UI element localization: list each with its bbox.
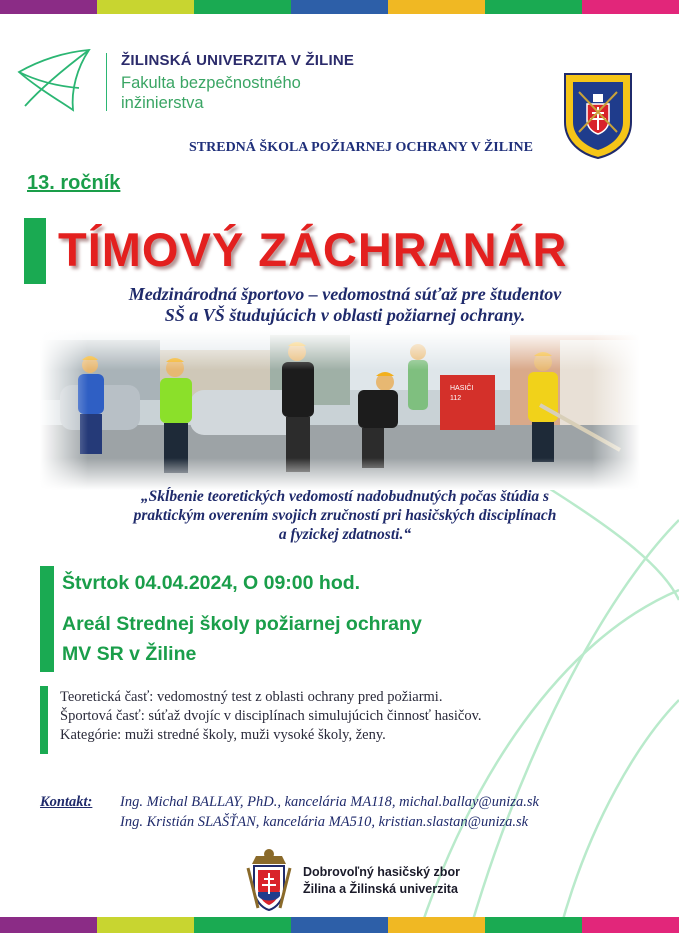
info-sport: Športová časť: súťaž dvojíc v disciplínach simulujúcich činnosť hasičov. <box>60 708 482 724</box>
quote-line-1: „Skĺbenie teoretických vedomostí nadobudnutých počas štúdia s <box>140 488 550 505</box>
org-line-2: Žilina a Žilinská univerzita <box>303 882 458 896</box>
event-venue-line-1: Areál Strednej školy požiarnej ochrany <box>62 613 422 635</box>
info-theory: Teoretická časť: vedomostný test z oblasti ochrany pred požiarmi. <box>60 689 443 705</box>
volunteer-fire-brigade-emblem <box>246 848 292 914</box>
fire-rescue-crest <box>559 70 637 160</box>
event-date: Štvrtok 04.04.2024, O 09:00 hod. <box>62 572 361 594</box>
edition-label: 13. ročník <box>27 172 121 194</box>
accent-bar-title <box>24 218 46 284</box>
event-info <box>60 688 482 745</box>
org-line-1: Dobrovoľný hasičský zbor <box>303 865 460 879</box>
contact-slastan[interactable]: Ing. Kristián SLAŠŤAN, kancelária MA510, kristian.slastan@uniza.sk <box>120 814 529 830</box>
event-title: TÍMOVÝ ZÁCHRANÁR <box>58 223 568 276</box>
bottom-color-stripe <box>0 917 679 933</box>
event-venue-line-2: MV SR v Žiline <box>62 643 197 665</box>
subtitle-line-2: SŠ a VŠ študujúcich v oblasti požiarnej ochrany. <box>164 305 526 325</box>
school-name: STREDNÁ ŠKOLA POŽIARNEJ OCHRANY V ŽILINE <box>189 140 533 155</box>
subtitle-line-1: Medzinárodná športovo – vedomostná súťaž pre študentov <box>128 284 562 304</box>
event-subtitle <box>40 284 650 326</box>
accent-bar-event <box>40 566 54 672</box>
info-categories: Kategórie: muži stredné školy, muži vysoké školy, ženy. <box>60 727 386 743</box>
university-name: ŽILINSKÁ UNIVERZITA V ŽILINE <box>121 52 355 69</box>
competition-photo <box>40 330 640 490</box>
contact-ballay[interactable]: Ing. Michal BALLAY, PhD., kancelária MA118, michal.ballay@uniza.sk <box>120 794 539 810</box>
header-divider <box>106 53 107 111</box>
quote-line-3: a fyzickej zdatnosti.“ <box>278 526 412 543</box>
volunteer-fire-brigade-name <box>303 864 460 898</box>
university-logo <box>15 46 95 114</box>
quote-line-2: praktickým overením svojich zručností pri hasičských disciplínach <box>133 507 557 524</box>
faculty-name: Fakulta bezpečnostného inžinierstva <box>121 74 301 112</box>
event-quote <box>40 487 650 544</box>
contact-label: Kontakt: <box>40 794 93 810</box>
accent-bar-info <box>40 686 48 754</box>
